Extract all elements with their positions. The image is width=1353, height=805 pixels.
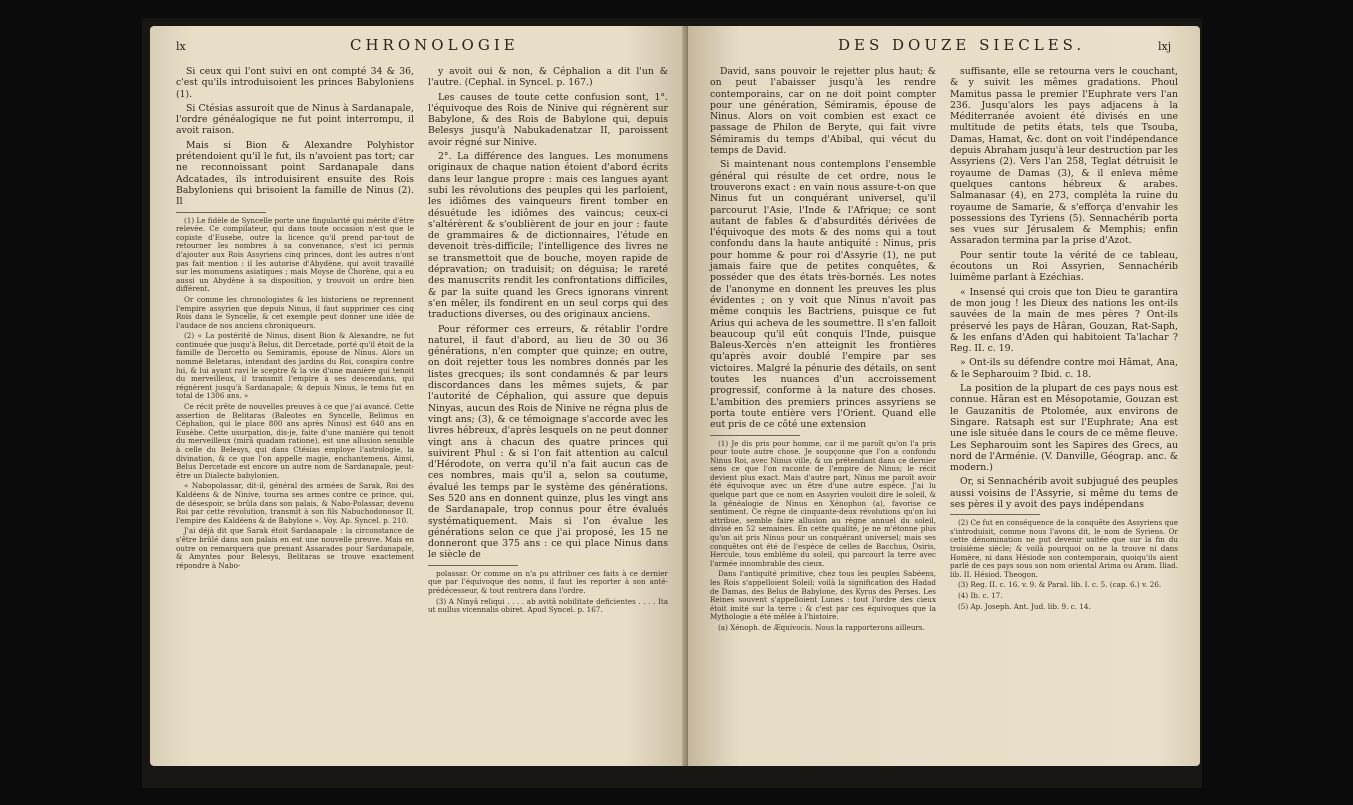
footnote: (5) Ap. Joseph. Ant. Jud. lib. 9. c. 14. <box>958 601 1091 611</box>
right-running-header: DES DOUZE SIECLES. <box>838 36 1086 54</box>
right-page <box>688 26 1200 766</box>
footnote: J'ai déjà dit que Sarak étoit Sardanapale : la circonstance de s'être brûlé dans son palais en est une nouvelle preuve. Mais en outre on remarquera que prenant Assarades pour Sardanapale, & Amyntes pour Belesys, Belitaras se trouve exactement répondre à Nabo- <box>176 526 414 570</box>
paragraph: Si ceux qui l'ont suivi en ont compté 34 & 36, c'est qu'ils introduisoient les princes Babyloniens (1). <box>176 66 414 100</box>
footnote: Dans l'antiquité primitive, chez tous les peuples Sabéens, les Rois s'appelloient Soleil; voilà la signification des Hadad de Damas, des Belus de Babylone, des Kyrus des Perses. Les Reines souvent s'appelloient Lunes : tout l'ordre des cieux étoit imité sur la terre : & c'est par ces équivoques que la Mythologie a été mêlée à l'histoire. <box>710 569 936 622</box>
footnote: (2) Ce fut en conséquence de la conquête des Assyriens que s'introduisit, comme nous l'avons dit, le nom de Syriens. Or cette dénomination ne put devenir usitée que sur la fin du troisième siècle; & voilà pourquoi on ne la trouve ni dans Homère, ni dans Hésiode son contemporain, quoiqu'ils aient parlé de ces pays sous son nom oriental Arima ou Aram. Iliad. lib. II. Hésiod. Theogon. <box>950 518 1178 579</box>
footnote: « Nabopolassar, dit-il, général des armées de Sarak, Roi des Kaldéens & de Ninive, tourna ses armes contre ce prince, qui, de désespoir, se brûla dans son palais, & Nabo-Polassar, devenu Roi par cette révolution, transmit à son fils Nabuchodonosor II, l'empire des Kaldéens & de Babylone ». Voy. Ap. Syncel. p. 210. <box>176 481 414 525</box>
left-page-number: lx <box>176 40 186 53</box>
footnote: (3) A Ninyâ reliqui . . . . ab avitâ nobilitate deficientes . . . . Ita ut nullus vicennalis obiret. Apud Syncel. p. 167. <box>428 596 668 615</box>
right-col2-body <box>950 66 1178 510</box>
footnote: (3) Reg. II. c. 16. v. 9. & Paral. lib. I. c. 5. (cap. 6.) v. 26. <box>958 580 1162 590</box>
left-column-2 <box>428 66 668 758</box>
footnote-rule <box>710 435 800 436</box>
footnote: polassar. Or comme on n'a pu attribuer ces faits à ce dernier que par l'équivoque des noms, il faut les reporter à son anté-prédécesseur, & tout rentrera dans l'ordre. <box>428 568 668 595</box>
paragraph: « Insensé qui crois que ton Dieu te garantira de mon joug ! les Dieux des nations les ont-ils sauvées de la main de mes pères ? Ont-ils préservé les pays de Hâran, Gouzan, Rat-Saph, & les enfans d'Aden qui habitoient Ta'lachar ? Reg. II. c. 19. <box>950 286 1178 355</box>
paragraph: Pour sentir toute la vérité de ce tableau, écoutons un Roi Assyrien, Sennachérib luimême parlant à Ezéchias. <box>950 249 1178 284</box>
paragraph: Mais si Bion & Alexandre Polyhistor prétendoient qu'il le fut, ils n'avoient pas tort; car ne reconnoissant point Sardanapale dans Adcatades, ils introduisirent ensuite des Rois Babyloniens qui brisoient la famille de Ninus (2). Il <box>176 139 414 208</box>
footnote: (1) Le fidèle de Syncelle porte une fingularité qui mérite d'être relevée. Ce compilateur, qui dans toute occasion n'est que le copiste d'Eusebe, outre la licence qu'il prend par-tout de retourner les nombres à sa convenance, s'est ici permis d'ajouter aux Rois Assyriens cinq princes, dont les autres n'ont pas fait mention : il les autorise d'Abydène, qui avoit travaillé sur les monumens asiatiques ; mais Moyse de Chorène, qui a eu aussi un Abydène à sa disposition, y trouvoit un ordre bien différent. <box>176 215 414 294</box>
paragraph: Or, si Sennachérib avoit subjugué des peuples aussi voisins de l'Assyrie, si même du tems de ses pères il y avoit des pays indépendans <box>950 476 1178 510</box>
paragraph: La position de la plupart de ces pays nous est connue. Hâran est en Mésopotamie, Gouzan est le Gauzanitis de Ptolomée, aux environs de Singare. Ratsaph est sur l'Euphrate; Ana est une isle située dans le cours de ce même fleuve. Les Sepharouim sont les Sapires des Grecs, au nord de l'Arménie. (V. Danville, Géograp. anc. & modern.) <box>950 383 1178 474</box>
left-col1-body <box>176 66 414 208</box>
paragraph: suffisante, elle se retourna vers le couchant, & y suivit les mêmes gradations. Phoul Mamitus passa le premier l'Euphrate vers l'an 236. Jusqu'alors les pays adjacens à la Méditerranée avoient été divisés en une multitude de petits états, tels que Tsouba, Damas, Hamat, &c. dont on voit l'indépendance depuis Abraham jusqu'à leur destruction par les Assyriens (2). Vers l'an 258, Teglat détruisit le royaume de Damas (3), & il enleva même quelques cantons hébreux & arabes. Salmanasar (4), en 273, compléta la ruine du royaume de Samarie, & s'efforça d'envahir les possessions des Tyriens (5). Sennachérib porta ses vues sur Jérusalem & Memphis; enfin Assaradon termina par la prise d'Azot. <box>950 66 1178 247</box>
left-column-1 <box>176 66 414 758</box>
right-column-2 <box>950 66 1178 758</box>
footnote-rule <box>176 212 266 213</box>
paragraph: » Ont-ils su défendre contre moi Hâmat, Ana, & le Sepharouim ? Ibid. c. 18. <box>950 357 1178 380</box>
footnote: (2) « La postérité de Ninus, disent Bion & Alexandre, ne fut continuée que jusqu'à Belus, dit Dercetade, porté qu'il étoit de la famille de Dercetto ou Semiramis, épouse de Ninus. Alors un nommé Beletaras, intendant des jardins du Roi, conspira contre lui, & lui ayant ravi le sceptre & la vie d'une manière qui tenoit du merveilleux, il transmit l'empire à ses descendans, qui régnèrent jusqu'à Sardanapale; & depuis Ninus, le tems fut en total de 1306 ans. » <box>176 331 414 401</box>
left-col2-footnotes <box>428 570 668 615</box>
paragraph: Les causes de toute cette confusion sont, 1°. l'équivoque des Rois de Ninive qui régnèrent sur Babylone, & des Rois de Babylone qui, depuis Belesys jusqu'à Nabukadenatzar II, paroissent avoir régné sur Ninive. <box>428 91 668 148</box>
left-col2-body <box>428 66 668 561</box>
left-page <box>150 26 690 766</box>
paragraph: David, sans pouvoir le rejetter plus haut; & on peut l'abaisser jusqu'à les rendre contemporains, car on ne doit point compter pour une génération, Sémiramis, épouse de Ninus. Alors on voit combien est exact ce passage de Philon de Beryte, qui fait vivre Sémiramis du temps d'Abibal, qui vécut du temps de David. <box>710 66 936 157</box>
right-column-1 <box>710 66 936 758</box>
left-col1-footnotes <box>176 217 414 571</box>
paragraph: y avoit oui & non, & Céphalion a dit l'un & l'autre. (Cephal. in Syncel. p. 167.) <box>428 66 668 89</box>
footnote: Ce récit prête de nouvelles preuves à ce que j'ai avancé. Cette assertion de Belitaras (Baleotes en Syncelle, Belimus en Céphalion, qui le place 800 ans après Ninus) est 640 ans en Eusèbe. Cette usurpation, dis-je, faite d'une manière qui tenoit du merveilleux (mirâ quadam ratione), est une allusion sensible à celle du Belesys, qui dans Ctésias employe l'astrologie, la divination, & ce que l'on appelle magie, enchantemens. Ainsi, Belus Dercetade est encore un autre nom de Sardanapale, peut-être un Dialecte babylonien. <box>176 402 414 480</box>
left-running-header: CHRONOLOGIE <box>350 36 519 54</box>
footnote: Or comme les chronologistes & les historiens ne reprennent l'empire assyrien que depuis Ninus, il faut supprimer ces cinq Rois dans le Syncelle, & cet exemple peut donner une idée de l'audace de nos anciens chroniqueurs. <box>176 294 414 330</box>
right-col1-body <box>710 66 936 431</box>
paragraph: Si Ctésias assuroit que de Ninus à Sardanapale, l'ordre généalogique ne fut point interrompu, il avoit raison. <box>176 102 414 137</box>
paragraph: 2°. La différence des langues. Les monumens originaux de chaque nation étoient d'abord écrits dans leur langue propre : mais ces langues ayant subi les révolutions des peuples qui les parloient, les idiômes des vainqueurs firent tomber en désuétude les idiômes des vaincus; ceux-ci s'altérèrent & s'oublièrent de jour en jour : faute de grammaires & de dictionnaires, l'étude en devenoit très-difficile; l'intelligence des livres ne se transmettoit que de bouche, moyen rapide de dépravation; on traduisit; on déguisa; le rareté des manuscrits rendit les confrontations difficiles, & par la suite quand les Grecs ignorans vinrent s'en mêler, ils fondirent en un seul corps qui des traductions diverses, ou des originaux anciens. <box>428 151 668 321</box>
right-page-number: lxj <box>1158 40 1172 53</box>
right-col1-footnotes <box>710 440 936 633</box>
footnote-rule <box>950 514 1040 515</box>
footnote-rule <box>428 565 518 566</box>
footnote: (4) Ib. c. 17. <box>958 591 1003 601</box>
paragraph: Si maintenant nous contemplons l'ensemble général qui résulte de cet ordre, nous le trouverons exact : en vain nous assure-t-on que Ninus fut un conquérant universel, qu'il parcourut l'Asie, l'Inde & l'Afrique; ce sont autant de fables & d'absurdités dérivées de l'équivoque des mots & des noms qui a tout confondu dans la haute antiquité : Ninus, pris pour homme & pour roi d'Assyrie (1), ne put jamais faire que de petites conquêtes, & posséder que des états très-bornés. Les notes de l'anonyme en donnent les preuves les plus évidentes ; on y voit que Ninus n'avoit pas même conquis les Bactriens, puisque ce fut Arius qui acheva de les soumettre. Il s'en falloit beaucoup qu'il eût conquis l'Inde, puisque Baleus-Xercès n'en atteignit les frontières qu'après avoir doublé l'empire par ses victoires. Malgré la pénurie des détails, on sent toutes les nuances d'un accroissement progressif, conforme à la nature des choses. L'ambition des premiers princes assyriens se porta toute entière vers l'Orient. Quand elle eut pris de ce côté une extension <box>710 159 936 431</box>
footnote: (a) Xénoph. de Æquivocis. Nous la rapporterons ailleurs. <box>718 622 925 632</box>
right-col2-footnotes <box>950 519 1178 611</box>
footnote: (1) Je dis pris pour homme, car il me paroît qu'on l'a pris pour toute autre chose. Je soupçonne que l'on a confondu Ninus Roi, avec Ninus ville, & un prétendant dans ce dernier sens ce que l'on raconte de l'empire de Ninus; le récit devient plus exact. Mais d'autre part, Ninus me paroît avoir été équivoque avec un être d'une autre espèce. J'ai lu quelque part que ce nom en Assyrien vouloit dire le soleil, & la généalogie de Ninus en Xénophon (a), favorise ce sentiment. Ce règne de cinquante-deux révolutions qu'on lui attribue, semble faire allusion au règne annuel du soleil, divisé en 52 semaines. En cette qualité, je ne m'étonne plus qu'on ait pris Ninus pour un conquérant universel; mais ses conquêtes ont été de l'espèce de celles de Bacchus, Osiris, Hercule, tous emblême du soleil, qui parcourt la terre avec l'armée innombrable des cieux. <box>710 438 936 568</box>
paragraph: Pour réformer ces erreurs, & rétablir l'ordre naturel, il faut d'abord, au lieu de 30 ou 36 générations, n'en compter que quinze; en outre, on doit rejetter tous les nombres donnés par les listes grecques; ils sont condamnés & par leurs discordances dans les mêmes sujets, & par l'autorité de Céphalion, qui assure que depuis Ninyas, aucun des Rois de Ninive ne régna plus de vingt ans; (3), & ce témoignage s'accorde avec les livres hébreux, d'après lesquels on ne peut donner vingt ans à chacun des quatre princes qui suivirent Phul : & si l'on fait attention au calcul d'Hérodote, on verra qu'il n'a fait aucun cas de ces nombres, mais qu'il a, selon sa coutume, évalué les temps par le système des générations. Ses 520 ans en donnent quinze, plus les vingt ans de Sardanapale, trop connus pour être évalués systématiquement. Mais si l'on évalue les générations selon ce que j'ai proposé, les 15 ne donneront que 375 ans : ce qui place Ninus dans le siècle de <box>428 323 668 561</box>
